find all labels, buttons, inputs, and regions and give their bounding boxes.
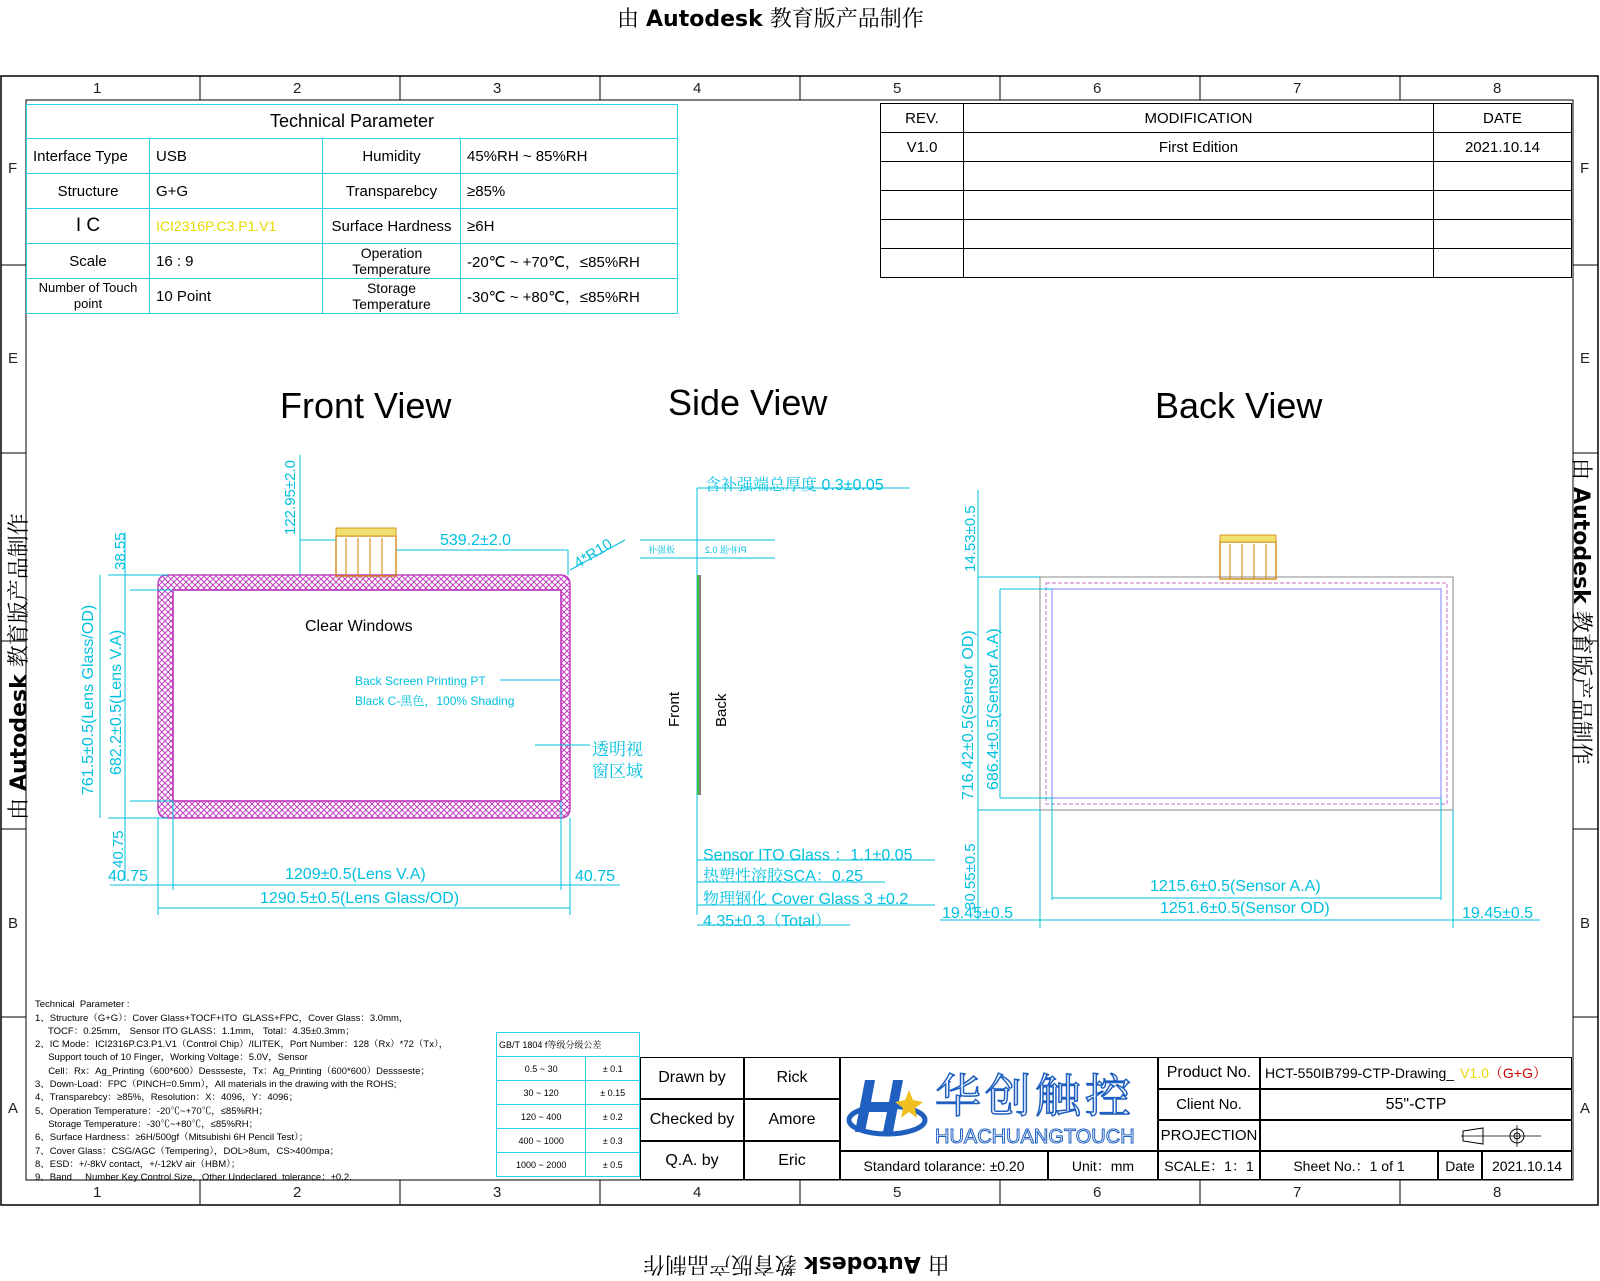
zone-col-5-top: 5 — [893, 80, 902, 97]
param-value: ≥6H — [461, 209, 678, 244]
zone-col-3-bottom: 3 — [493, 1184, 502, 1201]
back-view-title: Back View — [1155, 385, 1323, 426]
param-label: Structure — [27, 174, 150, 209]
dim-front-right-border: 40.75 — [575, 868, 616, 885]
tolerance-range: 30 ~ 120 — [497, 1081, 586, 1105]
param-value: 10 Point — [150, 279, 323, 314]
sheet-no-label: Sheet No.：1 of 1 — [1260, 1151, 1438, 1180]
tolerance-value: ± 0.5 — [586, 1153, 640, 1177]
param-label: Storage Temperature — [323, 279, 461, 314]
product-code: HCT-550IB799-CTP-Drawing_ — [1265, 1065, 1455, 1081]
zone-row-b-right: B — [1580, 915, 1591, 932]
param-label: Interface Type — [27, 139, 150, 174]
side-back-label: Back — [713, 693, 730, 727]
dim-fpc-offset: 539.2±2.0 — [440, 532, 512, 549]
client-no-value: 55"-CTP — [1260, 1089, 1572, 1120]
tolerance-range: 120 ~ 400 — [497, 1105, 586, 1129]
side-layer-cover: 物理钢化 Cover Glass 3 ±0.2 — [703, 891, 909, 908]
tolerance-range: 1000 ~ 2000 — [497, 1153, 586, 1177]
modification-header: MODIFICATION — [964, 104, 1434, 133]
watermark-left: 由 Autodesk 教育版产品制作 — [7, 513, 32, 820]
param-label: Scale — [27, 244, 150, 279]
note-line: 4、Transparebcy：≥85%，Resolution：X：4096，Y：4096； — [35, 1092, 299, 1104]
tech-table-title: Technical Parameter — [27, 105, 678, 139]
zone-col-7-top: 7 — [1293, 80, 1302, 97]
tolerance-table — [496, 1032, 640, 1177]
zone-col-6-bottom: 6 — [1093, 1184, 1102, 1201]
company-name — [935, 1060, 1135, 1149]
front-view-title: Front View — [280, 385, 452, 426]
company-name-cn: 华创触控 — [935, 1068, 1135, 1123]
side-layer-sensor: Sensor ITO Glass ：1.1±0.05 — [703, 847, 913, 864]
side-total-thickness-fpc: 含补强端总厚度 0.3±0.05 — [705, 477, 884, 494]
dim-va-width: 1209±0.5(Lens V.A) — [285, 866, 426, 883]
note-line: 5、Operation Temperature：-20℃~+70℃，≤85%RH； — [35, 1105, 269, 1117]
date-header: DATE — [1434, 104, 1572, 133]
product-version: V1.0 — [1460, 1065, 1489, 1081]
param-value: -30℃ ~ +80℃，≤85%RH — [461, 279, 678, 314]
product-type: （G+G） — [1488, 1065, 1547, 1081]
param-label: I C — [27, 209, 150, 244]
tolerance-value: ± 0.2 — [586, 1105, 640, 1129]
tolerance-title: GB/T 1804 f等级分级公差 — [497, 1033, 640, 1057]
standard-tolerance: Standard tolarance: ±0.20 — [840, 1151, 1048, 1180]
dim-sensor-od-height: 716.42±0.5(Sensor OD) — [960, 630, 977, 800]
zone-row-e-left: E — [8, 350, 19, 367]
product-no-label: Product No. — [1158, 1057, 1260, 1089]
dim-corner-radius: 4*R10 — [570, 535, 616, 572]
company-logo-mark — [845, 1062, 929, 1146]
zone-col-6-top: 6 — [1093, 80, 1102, 97]
date-label: Date — [1438, 1151, 1482, 1180]
zone-row-b-left: B — [8, 915, 19, 932]
projection-symbol — [1260, 1120, 1572, 1151]
dim-front-bottom-border: 40.75 — [110, 830, 127, 868]
zone-col-4-top: 4 — [693, 80, 702, 97]
date-cell: 2021.10.14 — [1434, 133, 1572, 162]
dim-sensor-aa-width: 1215.6±0.5(Sensor A.A) — [1150, 878, 1321, 895]
qa-by-value: Eric — [744, 1141, 840, 1180]
zone-col-1-top: 1 — [93, 80, 102, 97]
zone-row-f-right: F — [1580, 160, 1590, 177]
param-label: Surface Hardness — [323, 209, 461, 244]
company-name-en: HUACHUANGTOUCH — [935, 1125, 1135, 1148]
checked-by-value: Amore — [744, 1099, 840, 1141]
dim-lens-width: 1290.5±0.5(Lens Glass/OD) — [260, 890, 460, 907]
tolerance-range: 0.5 ~ 30 — [497, 1057, 586, 1081]
param-value: -20℃ ~ +70℃，≤85%RH — [461, 244, 678, 279]
watermark-bottom: 由 Autodesk 教育版产品制作 — [643, 1251, 950, 1276]
side-total-thickness: 4.35±0.3（Total） — [703, 913, 831, 930]
dim-back-top: 14.53±0.5 — [962, 505, 979, 572]
drawn-by-value: Rick — [744, 1057, 840, 1099]
zone-col-7-bottom: 7 — [1293, 1184, 1302, 1201]
dim-sensor-aa-height: 686.4±0.5(Sensor A.A) — [985, 628, 1002, 790]
zone-row-a-right: A — [1580, 1100, 1591, 1117]
side-layer-sca: 热塑性溶胶SCA：0.25 — [703, 868, 864, 885]
zone-row-e-right: E — [1580, 350, 1591, 367]
watermark-right: 由 Autodesk 教育版产品制作 — [1568, 458, 1593, 765]
dim-lens-height: 761.5±0.5(Lens Glass/OD) — [80, 604, 97, 795]
drawn-by-label: Drawn by — [640, 1057, 744, 1099]
note-line: 9、Band Number Key Control Size，Other Undeclared tolerance：±0.2. — [35, 1172, 352, 1184]
side-front-label: Front — [666, 691, 683, 727]
note-line: 8、ESD：+/-8kV contact，+/-12kV air（HBM）； — [35, 1158, 241, 1170]
clear-windows-label: Clear Windows — [305, 618, 413, 635]
dim-fpc-length: 122.95±2.0 — [282, 460, 299, 535]
zone-row-f-left: F — [8, 160, 18, 177]
zone-col-8-top: 8 — [1493, 80, 1502, 97]
transparent-window-note-1: 透明视 — [592, 740, 643, 759]
zone-col-2-bottom: 2 — [293, 1184, 302, 1201]
zone-col-3-top: 3 — [493, 80, 502, 97]
tolerance-value: ± 0.1 — [586, 1057, 640, 1081]
checked-by-label: Checked by — [640, 1099, 744, 1141]
zone-row-a-left: A — [8, 1100, 19, 1117]
zone-col-1-bottom: 1 — [93, 1184, 102, 1201]
projection-icon — [1461, 1125, 1541, 1147]
tolerance-value: ± 0.3 — [586, 1129, 640, 1153]
param-value: G+G — [150, 174, 323, 209]
zone-col-8-bottom: 8 — [1493, 1184, 1502, 1201]
param-value: ≥85% — [461, 174, 678, 209]
note-line: 6、Surface Hardness：≥6H/500gf（Mitsubishi 6H Pencil Test）； — [35, 1132, 309, 1144]
dim-sensor-od-width: 1251.6±0.5(Sensor OD) — [1160, 900, 1330, 917]
param-label: Transparebcy — [323, 174, 461, 209]
watermark-top: 由 Autodesk 教育版产品制作 — [617, 7, 924, 32]
param-label: Humidity — [323, 139, 461, 174]
dim-front-top-border: 38.55 — [112, 532, 129, 570]
projection-label: PROJECTION — [1158, 1120, 1260, 1151]
date-value: 2021.10.14 — [1482, 1151, 1572, 1180]
unit-label: Unit：mm — [1048, 1151, 1158, 1180]
side-stiffener-label: 补强板 — [648, 545, 676, 555]
company-logo — [840, 1057, 1158, 1151]
side-pi-stiffener-label: PI补强 0.2 — [705, 545, 747, 555]
zone-col-2-top: 2 — [293, 80, 302, 97]
dim-front-left-border: 40.75 — [108, 868, 149, 885]
note-line: Storage Temperature：-30℃~+80℃，≤85%RH； — [35, 1118, 259, 1130]
param-label: Operation Temperature — [323, 244, 461, 279]
back-print-note-1: Back Screen Printing PT — [355, 674, 486, 688]
rev-header: REV. — [881, 104, 964, 133]
tolerance-value: ± 0.15 — [586, 1081, 640, 1105]
note-line: Cell：Rx：Ag_Printing（600*600）Dessseste，Tx：Ag_Printing（600*600）Dessseste； — [35, 1065, 430, 1077]
rev-cell: V1.0 — [881, 133, 964, 162]
technical-notes — [35, 985, 448, 1198]
note-line: 1、Structure（G+G）：Cover Glass+TOCF+ITO GLASS+FPC，Cover Glass：3.0mm， — [35, 1012, 409, 1024]
side-view-title: Side View — [668, 382, 828, 423]
transparent-window-note-2: 窗区域 — [592, 762, 643, 781]
qa-by-label: Q.A. by — [640, 1141, 744, 1180]
modification-cell: First Edition — [964, 133, 1434, 162]
dim-back-right: 19.45±0.5 — [1462, 905, 1534, 922]
scale-label: SCALE：1：1 — [1158, 1151, 1260, 1180]
param-value: ICI2316P.C3.P1.V1 — [150, 209, 323, 244]
param-label: Number of Touch point — [27, 279, 150, 314]
param-value: 16 : 9 — [150, 244, 323, 279]
dim-back-left: 19.45±0.5 — [942, 905, 1014, 922]
dim-va-height: 682.2±0.5(Lens V.A) — [108, 629, 125, 775]
note-line: TOCF：0.25mm， Sensor ITO GLASS：1.1mm， Total：4.35±0.3mm； — [35, 1025, 355, 1037]
client-no-label: Client No. — [1158, 1089, 1260, 1120]
note-line: 7、Cover Glass：CSG/AGC（Tempering），DOL>8um，CS>400mpa； — [35, 1145, 340, 1157]
tolerance-range: 400 ~ 1000 — [497, 1129, 586, 1153]
note-line: 2、IC Mode：ICI2316P.C3.P1.V1（Control Chip）/ILITEK，Port Number：128（Rx）*72（Tx）， — [35, 1039, 449, 1051]
note-line: Support touch of 10 Finger，Working Voltage：5.0V，Sensor — [35, 1052, 308, 1064]
note-line: Technical Parameter : — [35, 999, 130, 1011]
param-value: USB — [150, 139, 323, 174]
param-value: 45%RH ~ 85%RH — [461, 139, 678, 174]
note-line: 3、Down-Load：FPC（PINCH=0.5mm），All materials in the drawing with the ROHS; — [35, 1079, 397, 1091]
product-no-value — [1260, 1057, 1572, 1089]
dim-back-bottom: 30.55±0.5 — [962, 843, 979, 910]
zone-col-5-bottom: 5 — [893, 1184, 902, 1201]
back-print-note-2: Black C-黑色，100% Shading — [355, 694, 515, 708]
zone-col-4-bottom: 4 — [693, 1184, 702, 1201]
